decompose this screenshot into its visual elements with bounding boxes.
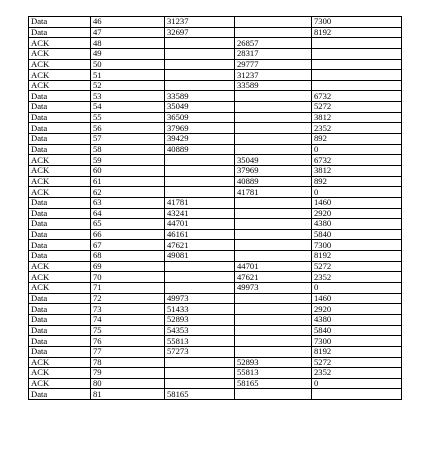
sent-byte-cell [165,38,235,49]
ack-number-cell: 28317 [235,48,312,59]
type-cell: Data [29,123,91,134]
segment-number-cell: 63 [91,197,165,208]
sent-byte-cell [165,378,235,389]
segment-number-cell: 77 [91,346,165,357]
sent-byte-cell: 37969 [165,123,235,134]
ack-number-cell: 37969 [235,165,312,176]
type-cell: Data [29,219,91,230]
table-row [29,346,402,357]
window-cell: 1460 [312,197,402,208]
segment-number-cell: 58 [91,144,165,155]
segment-number-cell: 79 [91,368,165,379]
table-row [29,251,402,262]
ack-number-cell [235,219,312,230]
sent-byte-cell: 52893 [165,314,235,325]
window-cell: 8192 [312,251,402,262]
segment-number-cell: 66 [91,229,165,240]
type-cell: Data [29,17,91,28]
type-cell: ACK [29,176,91,187]
ack-number-cell: 29777 [235,59,312,70]
window-cell: 5840 [312,229,402,240]
table-row [29,187,402,198]
table-row [29,208,402,219]
type-cell: ACK [29,357,91,368]
type-cell: Data [29,208,91,219]
ack-number-cell: 55813 [235,368,312,379]
table-row [29,80,402,91]
ack-number-cell: 44701 [235,261,312,272]
window-cell: 3812 [312,112,402,123]
segment-number-cell: 50 [91,59,165,70]
table-row [29,91,402,102]
window-cell: 5272 [312,102,402,113]
sent-byte-cell: 31237 [165,17,235,28]
sent-byte-cell: 51433 [165,304,235,315]
table-row [29,283,402,294]
segment-number-cell: 67 [91,240,165,251]
segment-number-cell: 51 [91,70,165,81]
window-cell: 6732 [312,155,402,166]
window-cell: 2352 [312,272,402,283]
window-cell [312,389,402,400]
segment-number-cell: 72 [91,293,165,304]
segment-number-cell: 73 [91,304,165,315]
type-cell: ACK [29,272,91,283]
table-row [29,134,402,145]
sent-byte-cell [165,80,235,91]
type-cell: ACK [29,59,91,70]
type-cell: Data [29,325,91,336]
segment-number-cell: 76 [91,336,165,347]
window-cell: 0 [312,187,402,198]
sent-byte-cell: 54353 [165,325,235,336]
window-cell [312,48,402,59]
window-cell: 3812 [312,165,402,176]
type-cell: Data [29,27,91,38]
sent-byte-cell [165,272,235,283]
ack-number-cell [235,208,312,219]
ack-number-cell: 35049 [235,155,312,166]
window-cell: 8192 [312,346,402,357]
ack-number-cell [235,346,312,357]
segment-number-cell: 74 [91,314,165,325]
table-row [29,368,402,379]
segment-table [28,16,402,400]
sent-byte-cell: 35049 [165,102,235,113]
table-row [29,378,402,389]
segment-number-cell: 59 [91,155,165,166]
segment-number-cell: 71 [91,283,165,294]
segment-number-cell: 60 [91,165,165,176]
ack-number-cell [235,123,312,134]
window-cell: 7300 [312,17,402,28]
segment-number-cell: 81 [91,389,165,400]
segment-number-cell: 52 [91,80,165,91]
table-row [29,27,402,38]
table-row [29,144,402,155]
sent-byte-cell: 33589 [165,91,235,102]
window-cell: 5272 [312,357,402,368]
ack-number-cell [235,17,312,28]
window-cell: 6732 [312,91,402,102]
table-row [29,197,402,208]
sent-byte-cell [165,155,235,166]
sent-byte-cell: 49081 [165,251,235,262]
window-cell: 5272 [312,261,402,272]
sent-byte-cell: 49973 [165,293,235,304]
segment-number-cell: 65 [91,219,165,230]
ack-number-cell [235,304,312,315]
table-row [29,48,402,59]
type-cell: ACK [29,38,91,49]
segment-number-cell: 75 [91,325,165,336]
table-row [29,325,402,336]
ack-number-cell [235,314,312,325]
type-cell: Data [29,314,91,325]
type-cell: ACK [29,378,91,389]
type-cell: Data [29,346,91,357]
type-cell: ACK [29,368,91,379]
segment-number-cell: 70 [91,272,165,283]
sent-byte-cell: 46161 [165,229,235,240]
table-row [29,293,402,304]
table-row [29,38,402,49]
sent-byte-cell: 40889 [165,144,235,155]
window-cell: 892 [312,134,402,145]
window-cell [312,38,402,49]
table-row [29,155,402,166]
type-cell: ACK [29,155,91,166]
ack-number-cell [235,91,312,102]
sent-byte-cell: 41781 [165,197,235,208]
table-row [29,176,402,187]
type-cell: Data [29,240,91,251]
table-row [29,229,402,240]
sent-byte-cell [165,368,235,379]
type-cell: Data [29,389,91,400]
segment-number-cell: 57 [91,134,165,145]
type-cell: Data [29,91,91,102]
ack-number-cell: 47621 [235,272,312,283]
sent-byte-cell [165,261,235,272]
sent-byte-cell [165,357,235,368]
sent-byte-cell: 32697 [165,27,235,38]
table-row [29,357,402,368]
type-cell: ACK [29,165,91,176]
table-row [29,112,402,123]
table-row [29,336,402,347]
type-cell: ACK [29,187,91,198]
sent-byte-cell: 39429 [165,134,235,145]
ack-number-cell: 33589 [235,80,312,91]
type-cell: Data [29,304,91,315]
window-cell: 4380 [312,219,402,230]
window-cell: 892 [312,176,402,187]
type-cell: Data [29,112,91,123]
segment-number-cell: 48 [91,38,165,49]
sent-byte-cell: 55813 [165,336,235,347]
segment-number-cell: 78 [91,357,165,368]
segment-number-cell: 61 [91,176,165,187]
window-cell: 4380 [312,314,402,325]
sent-byte-cell: 43241 [165,208,235,219]
segment-number-cell: 55 [91,112,165,123]
ack-number-cell: 31237 [235,70,312,81]
window-cell [312,70,402,81]
type-cell: Data [29,144,91,155]
table-row [29,59,402,70]
table-row [29,389,402,400]
ack-number-cell [235,325,312,336]
ack-number-cell [235,144,312,155]
type-cell: Data [29,229,91,240]
segment-table-body [29,17,402,400]
sent-byte-cell [165,165,235,176]
sent-byte-cell [165,48,235,59]
type-cell: Data [29,197,91,208]
segment-number-cell: 49 [91,48,165,59]
type-cell: ACK [29,48,91,59]
window-cell: 0 [312,283,402,294]
type-cell: Data [29,102,91,113]
segment-number-cell: 46 [91,17,165,28]
ack-number-cell: 41781 [235,187,312,198]
ack-number-cell: 58165 [235,378,312,389]
segment-number-cell: 64 [91,208,165,219]
sent-byte-cell [165,176,235,187]
window-cell: 2352 [312,368,402,379]
ack-number-cell: 49973 [235,283,312,294]
window-cell: 2352 [312,123,402,134]
table-row [29,102,402,113]
window-cell [312,80,402,91]
ack-number-cell [235,229,312,240]
ack-number-cell [235,102,312,113]
sent-byte-cell: 57273 [165,346,235,357]
type-cell: Data [29,251,91,262]
table-row [29,70,402,81]
sent-byte-cell [165,283,235,294]
table-row [29,314,402,325]
ack-number-cell [235,27,312,38]
ack-number-cell [235,336,312,347]
sent-byte-cell [165,59,235,70]
segment-number-cell: 68 [91,251,165,262]
sent-byte-cell [165,70,235,81]
table-row [29,219,402,230]
table-row [29,261,402,272]
sent-byte-cell: 44701 [165,219,235,230]
sent-byte-cell: 36509 [165,112,235,123]
segment-number-cell: 54 [91,102,165,113]
type-cell: ACK [29,80,91,91]
ack-number-cell [235,134,312,145]
type-cell: Data [29,134,91,145]
window-cell: 1460 [312,293,402,304]
window-cell: 2920 [312,304,402,315]
table-row [29,272,402,283]
type-cell: Data [29,336,91,347]
segment-number-cell: 47 [91,27,165,38]
ack-number-cell [235,197,312,208]
type-cell: ACK [29,70,91,81]
segment-number-cell: 69 [91,261,165,272]
segment-number-cell: 56 [91,123,165,134]
ack-number-cell [235,293,312,304]
window-cell: 7300 [312,336,402,347]
table-row [29,304,402,315]
window-cell: 0 [312,144,402,155]
ack-number-cell: 52893 [235,357,312,368]
window-cell: 8192 [312,27,402,38]
sent-byte-cell: 47621 [165,240,235,251]
segment-number-cell: 53 [91,91,165,102]
ack-number-cell [235,240,312,251]
table-row [29,123,402,134]
sent-byte-cell: 58165 [165,389,235,400]
ack-number-cell [235,389,312,400]
ack-number-cell: 40889 [235,176,312,187]
ack-number-cell: 26857 [235,38,312,49]
sent-byte-cell [165,187,235,198]
type-cell: ACK [29,283,91,294]
window-cell: 0 [312,378,402,389]
type-cell: ACK [29,261,91,272]
type-cell: Data [29,293,91,304]
table-row [29,240,402,251]
ack-number-cell [235,251,312,262]
ack-number-cell [235,112,312,123]
table-row [29,17,402,28]
segment-number-cell: 62 [91,187,165,198]
table-row [29,165,402,176]
window-cell: 7300 [312,240,402,251]
window-cell: 2920 [312,208,402,219]
window-cell [312,59,402,70]
segment-number-cell: 80 [91,378,165,389]
window-cell: 5840 [312,325,402,336]
